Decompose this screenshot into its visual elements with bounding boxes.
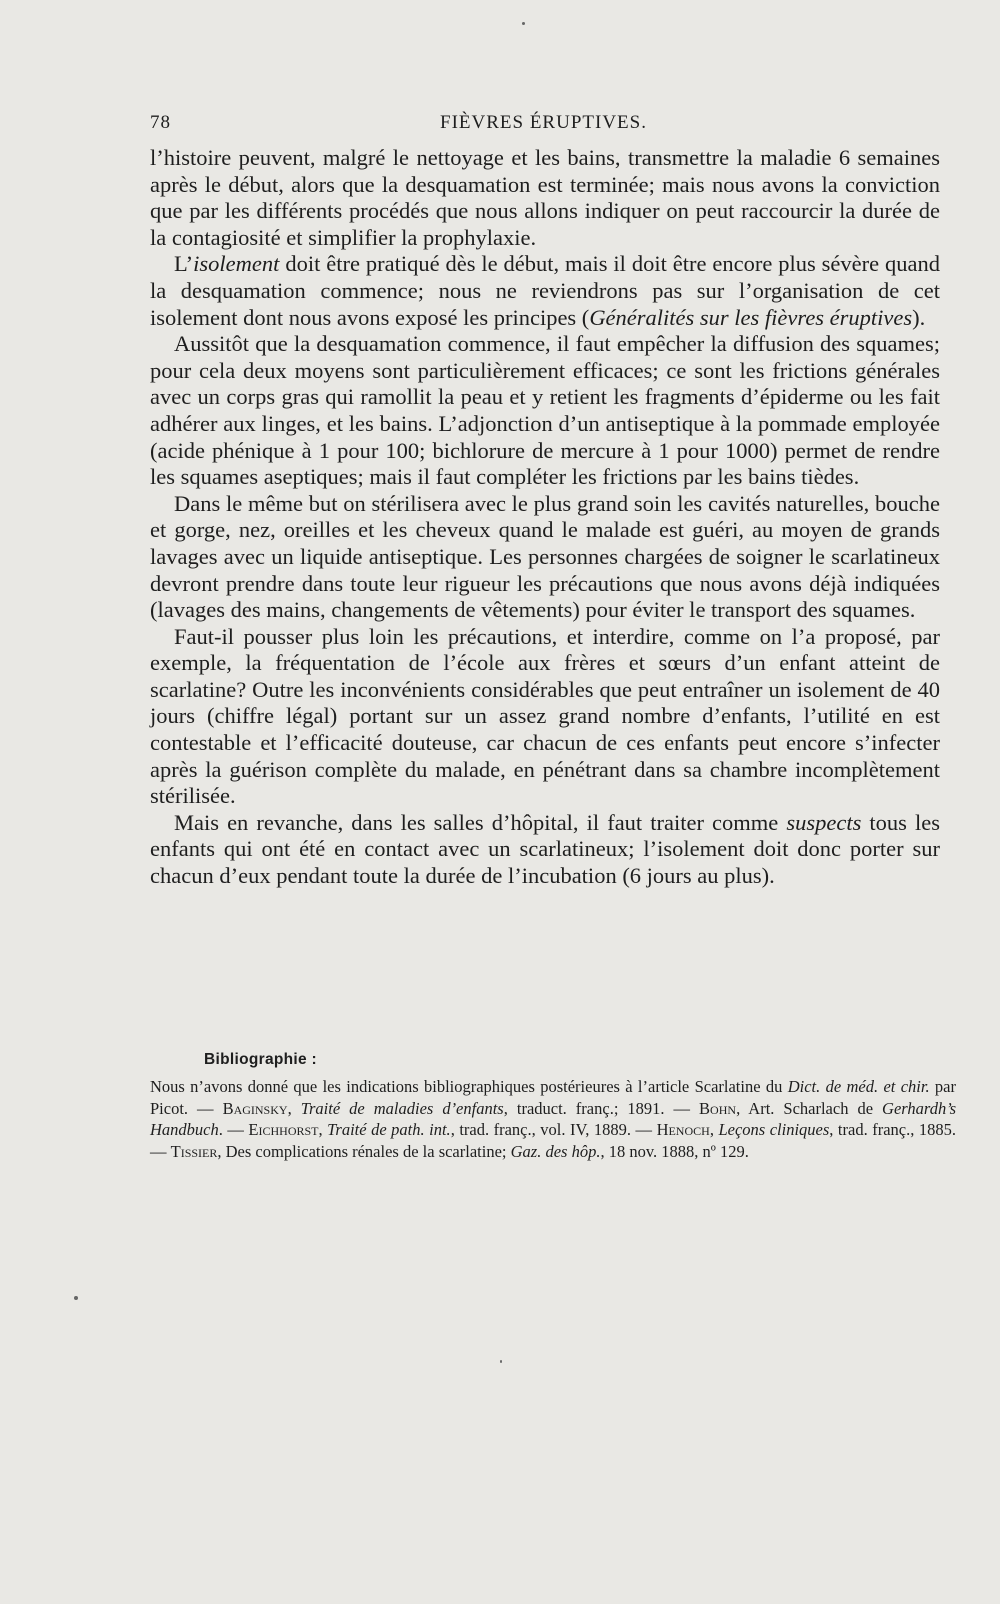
paragraph-2-end: ). [912,304,926,330]
biblio-t6: . — [218,1120,249,1139]
biblio-t11: , Des complications rénales de la scarlatine; [217,1141,511,1161]
biblio-t7: , [318,1120,328,1139]
biblio-t2: par Picot. — [150,1077,956,1118]
biblio-author-henoch: Henoch [656,1120,710,1139]
paragraph-5-text: Faut-il pousser plus loin les précautions, et interdire, comme on l’a proposé, par exemple, la fréquentation de l’école aux frères et sœurs d’un enfant atteint de scarlatine? Outre les inconvénients considérables que peut entraîner un isolement de 40 jours (chiffre légal) portant sur un assez grand nombre d’enfants, l’utilité en est contestable et l’efficacité douteuse, car chacun de ces enfants peut encore s’infecter après la guérison complète du malade, en pénétrant dans sa chambre incomplètement stérilisée. [150,623,940,809]
paragraph-3 [150,331,940,491]
biblio-t8: , trad. franç., vol. IV, 1889. — [450,1120,657,1139]
biblio-t5-em: Gerhardh’s Handbuch [150,1098,957,1139]
paragraph-4 [150,491,940,624]
paragraph-6-emphasis: suspects [786,809,862,835]
scan-speck [74,1296,78,1300]
biblio-author-tissier: Tissier [170,1141,218,1161]
biblio-t10: , trad. franç., 1885. — [150,1120,956,1161]
biblio-author-eichhorst: Eichhorst [248,1120,319,1139]
biblio-t3: , [287,1098,301,1118]
bibliography-heading: Bibliographie : [204,1051,317,1068]
paragraph-2-text: doit être pratiqué dès le début, mais il doit être encore plus sévère quand la desquamation commence; nous ne reviendrons pas sur l’organisation de cet isolement dont nous avons exposé les principes ( [150,251,940,330]
paragraph-2-emphasis-2: Généralités sur les fièvres éruptives [589,304,913,330]
biblio-t9-em: Leçons cliniques [718,1120,830,1139]
main-text [150,145,940,890]
biblio-t11-em: Gaz. des hôp. [510,1141,601,1161]
paragraph-2-lead: L’ [174,251,194,277]
page-number: 78 [150,112,171,133]
biblio-t1-em: Dict. de méd. et chir. [787,1077,930,1096]
paragraph-6 [150,810,940,890]
biblio-t4: , traduct. franç.; 1891. — [503,1098,700,1118]
show-through-decoration [130,1000,950,1048]
running-title: FIÈVRES ÉRUPTIVES. [440,112,647,133]
paragraph-2 [150,251,940,331]
biblio-t12: , 18 nov. 1888, nº 129. [600,1141,749,1161]
scan-speck [522,22,525,25]
paragraph-2-emphasis: isolement [193,251,280,277]
paragraph-3-text: Aussitôt que la desquamation commence, il faut empêcher la diffusion des squames; pour cela deux moyens sont particulièrement efficaces; ce sont les frictions générales avec un corps gras qui ramollit la peau et y retient les fragments d’épiderme ou les fait adhérer aux linges, et les bains. L’adjonction d’un antiseptique à la pommade employée (acide phénique à 1 pour 100; bichlorure de mercure à 1 pour 1000) permet de rendre les squames aseptiques; mais il faut compléter les frictions par les bains tièdes. [150,331,940,490]
paragraph-6-end: tous les enfants qui ont été en contact avec un scarlatineux; l’isolement doit donc porter sur chacun d’eux pendant toute la durée de l’incubation (6 jours au plus). [150,809,940,889]
biblio-t7-em: Traité de path. int. [327,1120,451,1139]
paragraph-1 [150,145,940,251]
biblio-author-bohn: Bohn [699,1098,737,1118]
biblio-author-baginsky: Baginsky [222,1098,288,1118]
biblio-t5: , Art. Scharlach de [736,1098,883,1118]
paragraph-5 [150,624,940,810]
biblio-t3-em: Traité de maladies d’enfants [300,1098,504,1118]
paragraph-4-text: Dans le même but on stérilisera avec le plus grand soin les cavités naturelles, bouche et gorge, nez, oreilles et les cheveux quand le malade est guéri, au moyen de grands lavages avec un liquide antiseptique. Les personnes chargées de soigner le scarlatineux devront prendre dans toute leur rigueur les précautions que nous avons déjà indiquées (lavages des mains, changements de vêtements) pour éviter le transport des squames. [150,490,940,623]
biblio-t1: Nous n’avons donné que les indications bibliographiques postérieures à l’article Scarlatine du [150,1077,788,1096]
scan-speck [500,1360,502,1363]
bibliography-text [150,1076,956,1162]
paragraph-6-text: Mais en revanche, dans les salles d’hôpital, il faut traiter comme [174,809,787,835]
paragraph-1-text: l’histoire peuvent, malgré le nettoyage et les bains, transmettre la maladie 6 semaines après le début, alors que la desquamation est terminée; mais nous avons la conviction que par les différents procédés que nous allons indiquer on peut raccourcir la durée de la contagiosité et simplifier la prophylaxie. [150,145,940,250]
biblio-t9: , [709,1120,719,1139]
bibliography-paragraph [150,1076,956,1162]
